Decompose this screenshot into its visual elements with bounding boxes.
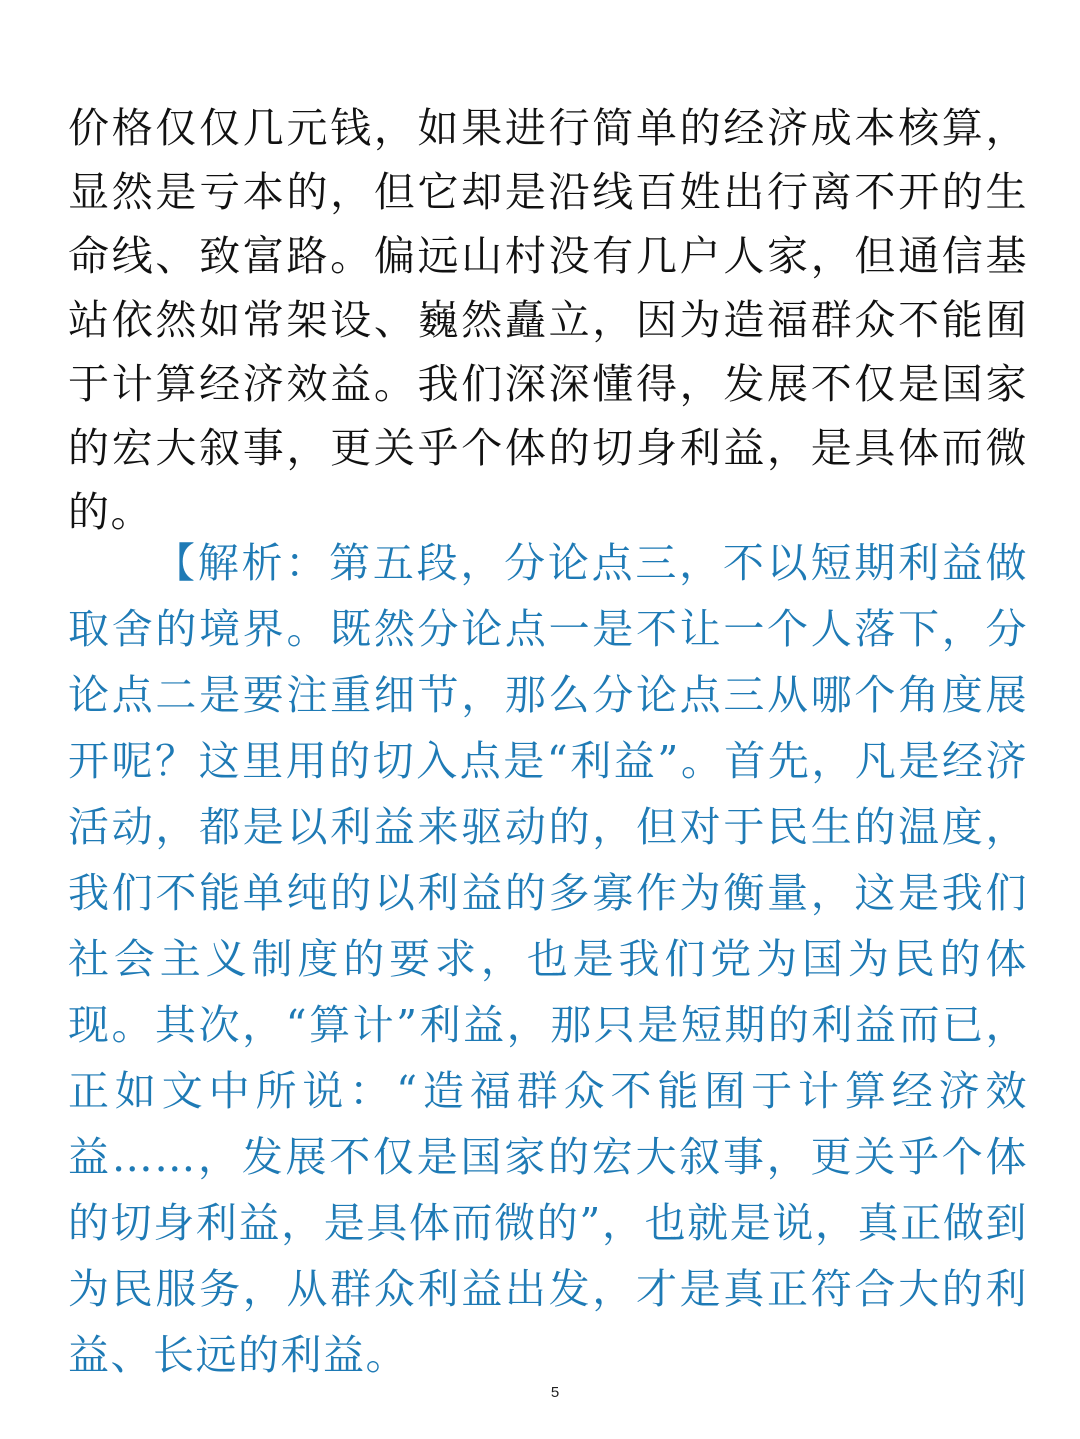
page-number: 5 xyxy=(550,1384,560,1401)
analysis-paragraph: 【解析：第五段，分论点三，不以短期利益做取舍的境界。既然分论点一是不让一个人落下，分论点二是要注重细节，那么分论点三从哪个角度展开呢？这里用的切入点是“利益”。首先，凡是经济活动，都是以利益来驱动的，但对于民生的温度，我们不能单纯的以利益的多寡作为衡量，这是我们社会主义制度的要求，也是我们党为国为民的体现。其次，“算计”利益，那只是短期的利益而已，正如文中所说：“造福群众不能囿于计算经济效益……，发展不仅是国家的宏大叙事，更关乎个体的切身利益，是具体而微的”，也就是说，真正做到为民服务，从群众利益出发，才是真正符合大的利益、长远的利益。 xyxy=(68,539,1028,1379)
body-paragraph: 价格仅仅几元钱，如果进行简单的经济成本核算，显然是亏本的，但它却是沿线百姓出行离不开的生命线、致富路。偏远山村没有几户人家，但通信基站依然如常架设、巍然矗立，因为造福群众不能囿于计算经济效益。我们深深懂得，发展不仅是国家的宏大叙事，更关乎个体的切身利益，是具体而微的。 xyxy=(68,104,1028,536)
